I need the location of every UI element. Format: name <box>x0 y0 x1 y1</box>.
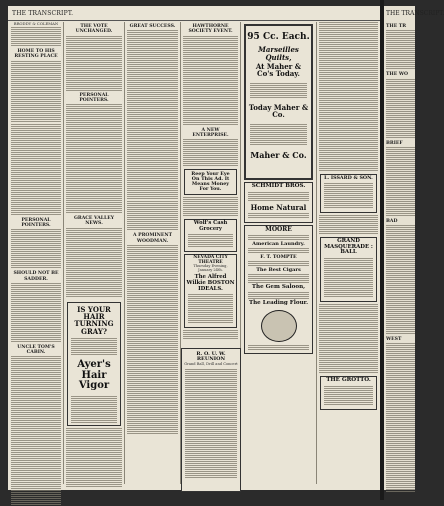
masthead-title: THE TRANSCRIPT. <box>12 10 74 17</box>
column-2 <box>66 22 122 484</box>
reunion-sub: Grand Ball, Drill and Concert <box>184 361 238 366</box>
headline: THE TR <box>386 24 407 29</box>
moore-ad <box>244 225 313 354</box>
headline: THE WO <box>386 72 409 78</box>
ad-sign: Maher & Co. <box>250 149 307 160</box>
headline: WEST <box>386 337 402 343</box>
ad-title: IS YOUR HAIR TURNING GRAY? <box>74 304 114 336</box>
ad-item: Marseilles Quilts, <box>258 45 299 62</box>
headline: BAD <box>386 218 398 224</box>
column-1 <box>11 22 61 484</box>
headline: THE VOTE UNCHANGED. <box>75 24 113 35</box>
reunion-title: R. O. U. W. REUNION <box>196 351 226 363</box>
home-title: Home Natural <box>250 202 307 212</box>
masquerade-title: GRAND MASQUERADE : BALL <box>324 238 373 256</box>
headline: SHOULD NOT BE SADDER. <box>13 271 59 282</box>
schmidt-ad <box>244 182 313 223</box>
hair-vigor-ad <box>67 302 121 426</box>
ad-box <box>184 169 237 195</box>
theatre-title: NEVADA CITY THEATRE <box>193 255 228 265</box>
grocery-title: Wolf's Cash Grocery <box>193 220 228 232</box>
cigars-title: The Best Cigars <box>256 266 301 273</box>
flour-sack-illustration <box>261 310 297 342</box>
masthead <box>8 6 380 21</box>
maher-ad <box>244 24 313 180</box>
theatre-date: Thursday Evening, January 24th. <box>193 264 228 273</box>
column-rule <box>316 22 317 484</box>
ad-store: At Maher & Co's Today. <box>255 62 302 79</box>
masquerade-ad <box>320 237 377 302</box>
ad-brand: Ayer's Hair Vigor <box>77 359 111 392</box>
column-3 <box>127 22 178 484</box>
show-title: The Alfred Wilkie BOSTON IDEALS. <box>186 274 235 292</box>
headline: BRIEF <box>386 140 403 146</box>
column-rule <box>124 22 125 484</box>
grotto-title: THE GROTTO. <box>326 377 371 384</box>
flour-title: The Leading Flour. <box>248 299 309 306</box>
reunion-ad <box>181 348 241 492</box>
headline: GRACE VALLEY NEWS. <box>73 216 115 227</box>
ad-today: Today Maher & Co. <box>248 102 309 120</box>
ad-price: 95 Cc. Each. <box>247 32 310 42</box>
publisher: BRODDY & COLEMAN <box>13 21 59 26</box>
column-rule <box>63 22 64 484</box>
headline: HAWTHORNE SOCIETY EVENT. <box>188 24 233 35</box>
issard-ad <box>320 174 377 213</box>
headline: GREAT SUCCESS. <box>129 24 176 29</box>
column-5 <box>243 22 314 484</box>
tompte-title: F. T. TOMPTE <box>260 253 297 260</box>
moore-title: MOORE <box>265 226 292 234</box>
headline: PERSONAL POINTERS. <box>79 92 109 103</box>
issard-title: L. ISSARD & SON. <box>324 175 373 181</box>
gem-title: The Gem Saloon, <box>251 284 306 291</box>
newspaper-page <box>8 6 380 490</box>
grocery-ad <box>184 219 237 252</box>
ad-text: Reep Your Eye On This Ad. It Means Money For You. <box>191 171 230 193</box>
adjacent-page <box>384 6 444 490</box>
laundry-title: American Laundry. <box>252 240 305 247</box>
column-6 <box>319 22 378 484</box>
headline: A NEW ENTERPRISE. <box>192 127 229 138</box>
headline: PERSONAL POINTERS. <box>21 217 51 229</box>
headline: UNCLE TOM'S CABIN. <box>17 344 55 356</box>
schmidt-title: SCHMIDT BROS. <box>251 183 306 189</box>
headline: HOME TO HIS RESTING PLACE <box>14 49 58 60</box>
headline: A PROMINENT WOODMAN. <box>133 233 172 244</box>
grotto-ad <box>320 376 377 410</box>
adjacent-masthead: THE TRANSCRIPT. <box>386 10 444 17</box>
theatre-ad <box>184 254 237 328</box>
